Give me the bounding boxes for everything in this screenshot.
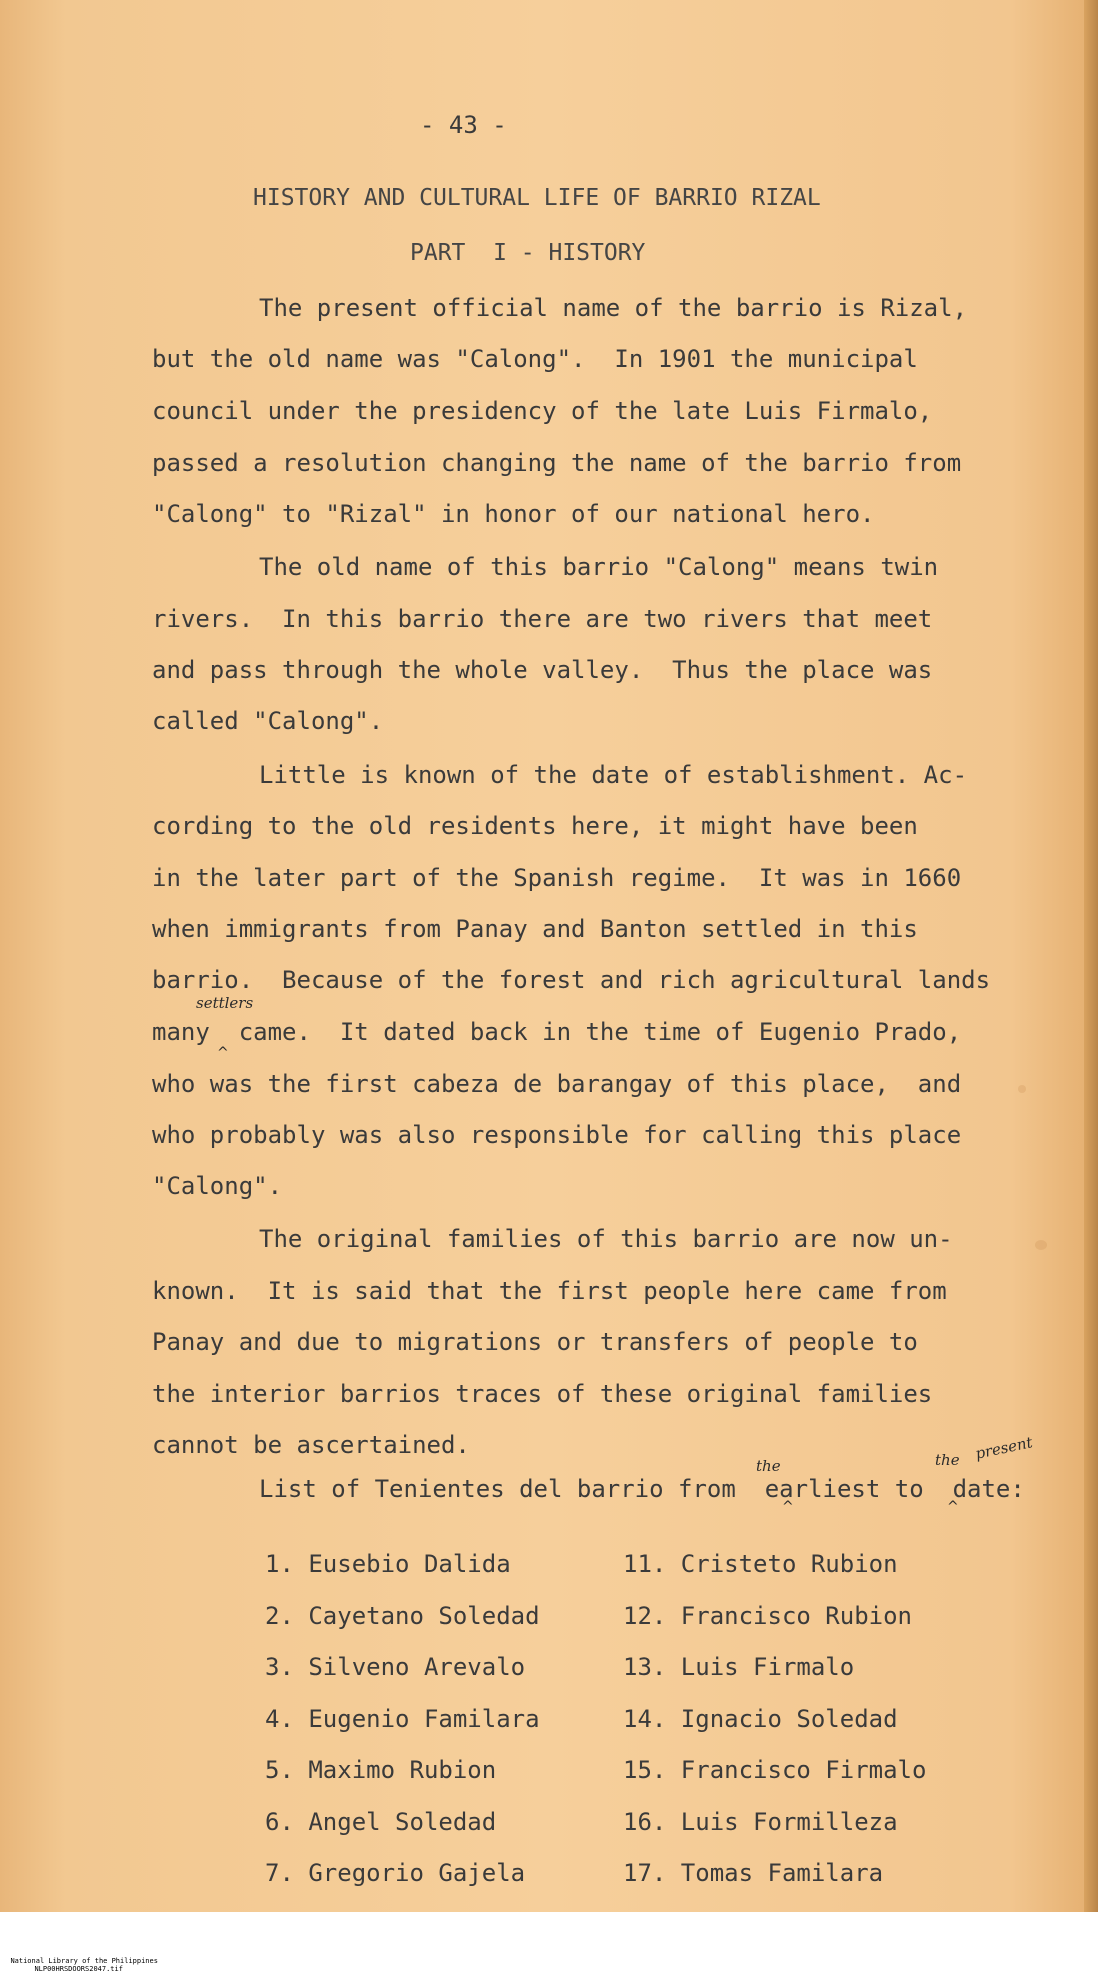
body-line: but the old name was "Calong". In 1901 the municipal	[152, 345, 918, 373]
teniente-list-item: 6. Angel Soledad	[265, 1808, 497, 1836]
body-line: council under the presidency of the late Luis Firmalo,	[152, 397, 933, 425]
body-line: The old name of this barrio "Calong" means twin	[259, 553, 939, 581]
body-line: barrio. Because of the forest and rich agricultural lands	[152, 966, 991, 994]
teniente-list-item: 12. Francisco Rubion	[623, 1602, 912, 1630]
teniente-list-item: 4. Eugenio Familara	[265, 1705, 540, 1733]
body-line: The present official name of the barrio is Rizal,	[259, 294, 968, 322]
paper-stain	[1035, 1240, 1047, 1250]
paper-stain	[1018, 1085, 1026, 1093]
body-line: the interior barrios traces of these original families	[152, 1380, 933, 1408]
teniente-list-item: 17. Tomas Familara	[623, 1859, 884, 1887]
teniente-list-item: 5. Maximo Rubion	[265, 1756, 497, 1784]
body-line: The original families of this barrio are now un-	[259, 1225, 953, 1253]
insertion-caret: ^	[217, 1045, 229, 1061]
body-line: known. It is said that the first people here came from	[152, 1277, 947, 1305]
body-line: in the later part of the Spanish regime. It was in 1660	[152, 864, 962, 892]
body-line: Panay and due to migrations or transfers of people to	[152, 1328, 918, 1356]
insertion-caret: ^	[947, 1499, 959, 1515]
body-line: who was the first cabeza de barangay of this place, and	[152, 1070, 962, 1098]
handwritten-insertion-settlers: settlers	[196, 994, 254, 1012]
teniente-list-item: 1. Eusebio Dalida	[265, 1550, 511, 1578]
body-line: who probably was also responsible for calling this place	[152, 1121, 962, 1149]
body-line: called "Calong".	[152, 707, 384, 735]
scan-footer	[0, 1912, 1113, 1958]
body-line: cannot be ascertained.	[152, 1431, 470, 1459]
body-line: cording to the old residents here, it might have been	[152, 812, 918, 840]
insertion-caret: ^	[782, 1499, 794, 1515]
body-line: when immigrants from Panay and Banton settled in this	[152, 915, 918, 943]
body-line: Little is known of the date of establishment. Ac-	[259, 761, 968, 789]
document-subtitle: PART I - HISTORY	[410, 240, 646, 266]
body-line: "Calong" to "Rizal" in honor of our national hero.	[152, 500, 875, 528]
body-line: and pass through the whole valley. Thus the place was	[152, 656, 933, 684]
teniente-list-item: 14. Ignacio Soledad	[623, 1705, 898, 1733]
body-line: rivers. In this barrio there are two rivers that meet	[152, 605, 933, 633]
teniente-list-item: 3. Silveno Arevalo	[265, 1653, 526, 1681]
teniente-list-item: 11. Cristeto Rubion	[623, 1550, 898, 1578]
library-name: National Library of the Philippines	[10, 1957, 158, 1965]
body-line: passed a resolution changing the name of the barrio from	[152, 449, 962, 477]
teniente-list-item: 2. Cayetano Soledad	[265, 1602, 540, 1630]
scan-footer-caption	[2, 1949, 158, 1973]
page-number: - 43 -	[420, 111, 507, 139]
teniente-list-item: 13. Luis Firmalo	[623, 1653, 855, 1681]
file-name: NLP00HRSDOORS2047.tif	[34, 1965, 123, 1973]
teniente-list-item: 15. Francisco Firmalo	[623, 1756, 927, 1784]
handwritten-insertion-the: the	[935, 1451, 960, 1469]
page-edge	[1084, 0, 1098, 1912]
teniente-list-item: 7. Gregorio Gajela	[265, 1859, 526, 1887]
handwritten-insertion-the: the	[756, 1457, 781, 1475]
document-title: HISTORY AND CULTURAL LIFE OF BARRIO RIZAL	[253, 185, 821, 211]
teniente-list-item: 16. Luis Formilleza	[623, 1808, 898, 1836]
body-line: many came. It dated back in the time of Eugenio Prado,	[152, 1018, 962, 1046]
handwritten-insertion-present: present	[973, 1433, 1035, 1463]
body-line: "Calong".	[152, 1172, 283, 1200]
body-line: List of Tenientes del barrio from earliest to date:	[259, 1475, 1025, 1503]
